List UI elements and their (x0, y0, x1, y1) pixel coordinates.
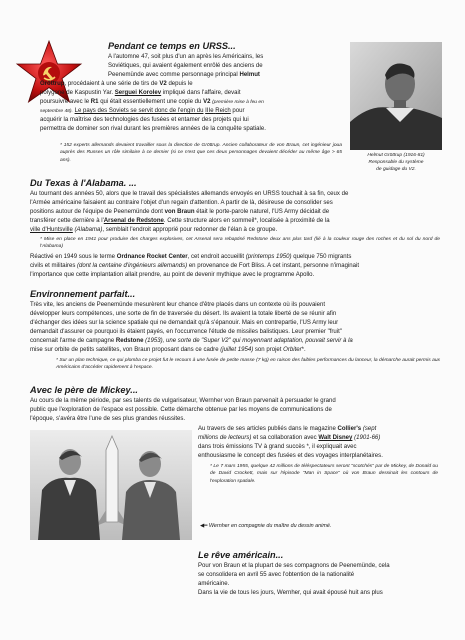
section-heading-mickey: Avec le père de Mickey... (30, 385, 138, 395)
arrow-left-icon: ◀━ (200, 523, 208, 529)
section-reve-paragraph: Pour von Braun et la plupart de ses compagnons de Peenemünde, cela se consolidera en avril 55 avec l'obtention de la nationalité américaine. Dans la vie de tous les jours, Wernher, qui avait épousé huit ans plus (198, 563, 390, 597)
disney-photo-caption: ◀━ Wernher en compagnie du maître du dessin animé. (200, 523, 332, 529)
section-mickey-right-column: Au travers de ses articles publiés dans le magazine Collier's (sept millions de lecteurs) et sa collaboration avec Walt Disney (1901-66) dans trois émissions TV à grand succès *, il expliquait avec enthousiasme le concept des fusées et des voyages interplanétaires. (198, 426, 383, 460)
section-heading-reve-americain: Le rêve américain... (198, 550, 284, 560)
section-environnement-paragraph: Très vite, les anciens de Peenemünde mesurèrent leur chance d'être placés dans un contexte où ils pouvaient développer leurs compétences, une sorte de fin de traversée du désert. Ils avaient la totale liberté de se réunir afin d'échanger des idées sur la science spatiale qui ne demandait qu'à s'épanouir. Mais en contrepartie, l'US Army leur demandait d'assurer ce pourquoi ils étaient payés, en l'occurrence l'étude de missiles balistiques. Leur premier "fruit" concernait l'arme de campagne Redstone (1953), une sorte de "Super V2" qui moyennant adaptation, pouvait servir à la mise sur orbite de petits satellites, von Braun proposant dans ce cadre (juillet 1954) son projet Orbiter*. (30, 302, 353, 354)
section-urss-footnote: * 152 experts allemands devaient travailler sous la direction de Gröttrup. Ancien collaborateur de von Braun, cet ingénieur joua auprès des Russes un rôle similaire à ce dernier (si ce n'est que ces deux personnages devaient décéder au même âge > 65 ans). (60, 143, 342, 163)
section-mickey-paragraph: Au cours de la même période, par ses talents de vulgarisateur, Wernher von Braun parvenait à persuader le grand public que l'exploration de l'espace est possible. Cette démarche obtenue par les moyens de communications de l'époque, s'avéra être l'une de ses plus grandes réussites. (30, 398, 336, 423)
section-texas-paragraph: Au tournant des années 50, alors que le travail des spécialistes allemands envoyés en URSS touchait à sa fin, ceux de l'Armée américaine faisaient au contraire l'objet d'un regain d'attention. A partir de là, désireuse de consolider ses positions autour de l'équipe de Peenemünde dont von Braun était le porte-parole naturel, l'US Army décidait de transférer cette dernière à l'Arsenal de Redstone. Cette structure alors en sommeil*, localisée à proximité de la ville d'Huntsville (Alabama), semblait l'endroit approprié pour redonner de l'élan à ce groupe. (30, 191, 349, 234)
section-heading-urss: Pendant ce temps en URSS... (108, 41, 236, 51)
section-urss-paragraph-3: polygone de Kaspustin Yar. Serguei Korolev impliqué dans l'affaire, devait poursuivre avec le R1 qui était essentiellement une copie du V2 (première mise à feu en septembre 48). Le pays des Soviets se servit donc de l'engin du IIIe Reich pour acquérir la maîtrise des technologies des fusées et entamer des projets qui lui permettra de dominer son rival durant les premières années de la conquête spatiale. (40, 90, 266, 133)
grottrup-caption: Helmut Gröttrup (1916-81) Responsable du système de guidage du V2. (367, 153, 425, 172)
section-environnement-footnote: * Sur un plan technique, ce qui plomba ce projet fut le recours à une fusée de petite masse (7 kg) en raison des faibles performances du lanceur, la démarche aurait permis aux Américains d'accéder rapidement à l'espace. (56, 358, 440, 371)
section-heading-environnement: Environnement parfait... (30, 289, 136, 299)
section-mickey-footnote: * Le 7 mars 1955, quelque 42 millions de téléspectateurs seront "scotchés" par de Mickey, de Donald ou de David Crockett, mais sur l'épisode "Man in Space" où von Braun dessinait les contours de l'exploration spatiale. (210, 464, 438, 484)
grottrup-photo (350, 42, 442, 150)
section-urss-paragraph: A l'automne 47, soit plus d'un an après les Américains, les Soviétiques, qui avaient également enrôlé des anciens de Peenemünde avec comme personnage principal Helmut (108, 54, 264, 79)
section-heading-texas: Du Texas à l'Alabama. ... (30, 178, 137, 188)
section-texas-paragraph-2: Réactivé en 1949 sous le terme Ordnance Rocket Center, cet endroit accueillit (printemps 1950) quelque 750 migrants civils et militaires (dont la centaine d'ingénieurs allemands) en provenance de Fort Bliss. A cet instant, personne n'imaginait l'importance que cette implantation allait prendre, au point de devenir mythique avec le programme Apollo. (30, 254, 360, 279)
section-texas-footnote: * Mise en place en 1941 pour produire des charges explosives, cet Arsenal sera rebaptisé Redstone deux ans plus tard (lié à la couleur rouge des roches et du sol du nord de l'Alabama) (40, 237, 440, 250)
section-urss-paragraph-2: Gröttrup, procédaient à une série de tirs de V2 depuis le (40, 81, 193, 87)
disney-von-braun-photo (30, 430, 192, 540)
